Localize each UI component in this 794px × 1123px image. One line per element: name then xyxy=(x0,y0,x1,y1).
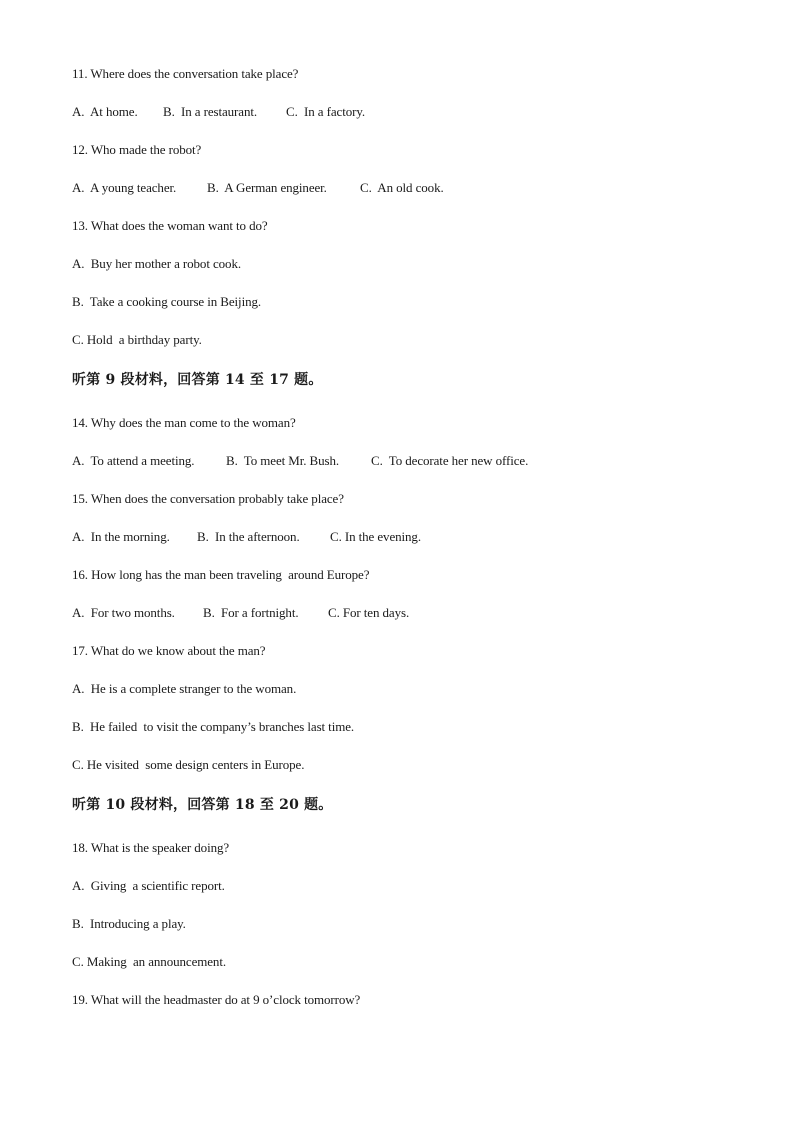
answer-option: A. He is a complete stranger to the woman. xyxy=(72,681,297,696)
answer-option: B. A German engineer. xyxy=(207,180,327,195)
question-text: 12. Who made the robot? xyxy=(72,142,202,157)
answer-option: A. For two months. xyxy=(72,605,175,620)
question-text: 16. How long has the man been traveling around Europe? xyxy=(72,567,370,582)
answer-option: A. A young teacher. xyxy=(72,180,177,195)
answer-option: B. In a restaurant. xyxy=(163,104,258,119)
answer-option: C. Making an announcement. xyxy=(72,954,226,969)
question-text: 18. What is the speaker doing? xyxy=(72,840,230,855)
answer-option: C. For ten days. xyxy=(328,605,410,620)
answer-option: B. For a fortnight. xyxy=(203,605,299,620)
answer-option: A. Giving a scientific report. xyxy=(72,878,225,893)
section-heading: 听第 10 段材料，回答第 18 至 20 题。 xyxy=(72,797,333,813)
answer-option: C. Hold a birthday party. xyxy=(72,332,202,347)
question-text: 11. Where does the conversation take place? xyxy=(72,66,299,81)
answer-option: C. An old cook. xyxy=(360,180,444,195)
answer-option: A. At home. xyxy=(72,104,138,119)
answer-option: C. To decorate her new office. xyxy=(371,453,529,468)
section-heading: 听第 9 段材料，回答第 14 至 17 题。 xyxy=(72,372,323,388)
answer-option: A. To attend a meeting. xyxy=(72,453,195,468)
answer-option: A. Buy her mother a robot cook. xyxy=(72,256,242,271)
answer-option: C. In a factory. xyxy=(286,104,366,119)
answer-option: A. In the morning. xyxy=(72,529,170,544)
answer-option: B. To meet Mr. Bush. xyxy=(226,453,340,468)
answer-option: B. In the afternoon. xyxy=(197,529,300,544)
answer-option: C. He visited some design centers in Europe. xyxy=(72,757,305,772)
question-text: 14. Why does the man come to the woman? xyxy=(72,415,296,430)
answer-option: B. Take a cooking course in Beijing. xyxy=(72,294,262,309)
answer-option: B. He failed to visit the company’s branches last time. xyxy=(72,719,355,734)
question-text: 13. What does the woman want to do? xyxy=(72,218,268,233)
question-text: 15. When does the conversation probably take place? xyxy=(72,491,344,506)
answer-option: B. Introducing a play. xyxy=(72,916,186,931)
question-text: 19. What will the headmaster do at 9 o’clock tomorrow? xyxy=(72,992,361,1007)
question-text: 17. What do we know about the man? xyxy=(72,643,266,658)
answer-option: C. In the evening. xyxy=(330,529,421,544)
